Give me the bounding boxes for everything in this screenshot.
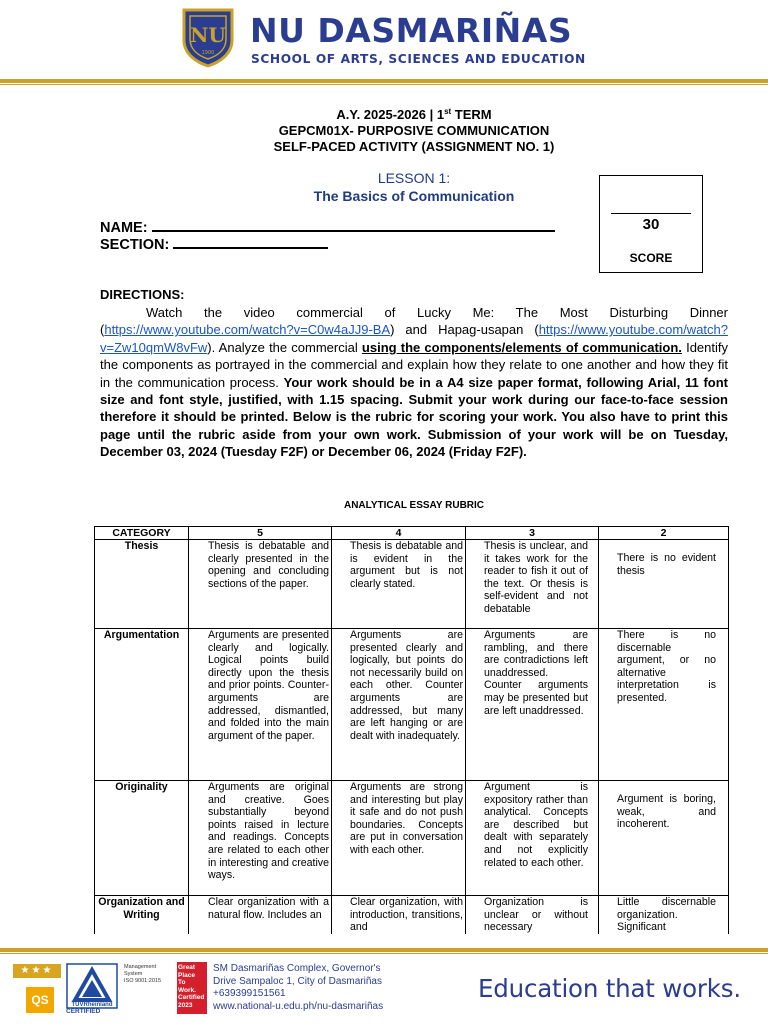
score-box [599, 175, 703, 273]
header-divider-thin [0, 84, 768, 85]
brand-subtitle: SCHOOL OF ARTS, SCIENCES AND EDUCATION [251, 52, 586, 66]
criteria-cell: Arguments are strong and interesting but play it safe and do not push boundaries. Concepts are put in conversation with each other. [332, 781, 466, 896]
tuv-label: TÜVRheinland [71, 1002, 113, 1008]
rubric-title: ANALYTICAL ESSAY RUBRIC [343, 500, 485, 511]
management-system-label: Management System ISO 9001:2015 [124, 964, 162, 984]
criteria-cell: Arguments are original and creative. Goes substantially beyond points raised in lecture and readings. Concepts are related to each other in interesting and creative ways. [189, 781, 332, 896]
category-cell: Thesis [95, 540, 189, 629]
table-row [95, 896, 729, 935]
qs-stars-badge: ★★★ [13, 964, 61, 978]
criteria-cell: Arguments are presented clearly and logically. Logical points build directly upon the thesis and prior points. Counter-arguments are addressed, dismantled, and folded into the main argument of the paper. [189, 629, 332, 781]
letterhead [0, 0, 768, 84]
section-field[interactable] [100, 236, 328, 254]
criteria-cell: Argument is boring, weak, and incoherent. [599, 781, 729, 896]
assignment-title: SELF-PACED ACTIVITY (ASSIGNMENT NO. 1) [273, 139, 555, 154]
name-blank[interactable] [152, 219, 555, 232]
criteria-cell: There is no discernable argument, or no alternative interpretation is presented. [599, 629, 729, 781]
tagline: Education that works. [478, 974, 741, 1003]
university-seal-icon [180, 6, 236, 68]
header-score-3: 3 [466, 527, 599, 540]
score-total: 30 [642, 216, 660, 233]
seal-year: 1900 [201, 50, 215, 56]
lesson-label: LESSON 1: [377, 170, 451, 186]
phone-number: +639399151561 [213, 988, 286, 999]
page-cut-mask [0, 934, 768, 948]
category-cell: Originality [95, 781, 189, 896]
brand-name: NU DASMARIÑAS [250, 11, 573, 50]
score-label: SCORE [629, 251, 673, 265]
rubric-header-row [95, 527, 729, 540]
address-line-1: SM Dasmariñas Complex, Governor's [213, 963, 381, 974]
criteria-cell: Little discernable organization. Significant [599, 896, 729, 935]
video-link-lucky-me[interactable]: https://www.youtube.com/watch?v=C0w4aJJ9-BA [104, 322, 391, 338]
rubric-table [94, 526, 729, 935]
header-score-4: 4 [332, 527, 466, 540]
seal-letters: NU [190, 23, 226, 47]
section-label: SECTION: [100, 237, 170, 253]
table-row [95, 629, 729, 781]
criteria-cell: Arguments are presented clearly and logically, but points do not necessarily build on each other. Counter arguments are addressed, but many are left hanging or are dealt with inadequately. [332, 629, 466, 781]
criteria-cell: There is no evident thesis [599, 540, 729, 629]
course-title: GEPCM01X- PURPOSIVE COMMUNICATION [278, 123, 550, 138]
lesson-name: The Basics of Communication [313, 188, 515, 204]
criteria-cell: Organization is unclear or without necessary [466, 896, 599, 935]
criteria-cell: Thesis is debatable and is evident in the argument but is not clearly stated. [332, 540, 466, 629]
academic-year: A.Y. 2025-2026 | 1st TERM [336, 107, 492, 122]
header-score-2: 2 [599, 527, 729, 540]
directions-heading: DIRECTIONS: [100, 287, 185, 302]
criteria-cell: Argument is expository rather than analytical. Concepts are described but dealt with separately and not explicitly related to each other. [466, 781, 599, 896]
name-field[interactable] [100, 219, 555, 237]
criteria-cell: Clear organization, with introduction, transitions, and [332, 896, 466, 935]
score-blank[interactable] [611, 213, 691, 214]
criteria-cell: Arguments are rambling, and there are contradictions left unaddressed. Counter arguments may be presented but are left unaddressed. [466, 629, 599, 781]
criteria-cell: Thesis is unclear, and it takes work for the reader to fish it out of the text. Or thesis is self-evident and not debatable [466, 540, 599, 629]
video-link-hapag-usapan[interactable]: https://www.youtube.com/watch?v=Zw10qmW8vFw [100, 322, 728, 355]
category-cell: Organization and Writing [95, 896, 189, 935]
table-row [95, 781, 729, 896]
header-divider [0, 79, 768, 83]
great-place-to-work-badge: Great Place To Work. Certified 2023 [177, 962, 207, 1014]
table-row [95, 540, 729, 629]
address-line-2: Drive Sampaloc 1, City of Dasmariñas [213, 975, 382, 987]
criteria-cell: Clear organization with a natural flow. Includes an [189, 896, 332, 935]
activity-title [0, 104, 768, 155]
category-cell: Argumentation [95, 629, 189, 781]
website-link[interactable]: www.national-u.edu.ph/nu-dasmariñas [213, 1000, 384, 1012]
header-score-5: 5 [189, 527, 332, 540]
criteria-cell: Thesis is debatable and clearly presented in the opening and concluding sections of the paper. [189, 540, 332, 629]
footer-divider-thin [0, 953, 768, 954]
contact-info [213, 963, 383, 1013]
name-label: NAME: [100, 220, 148, 236]
qs-logo: QS [26, 987, 54, 1013]
section-blank[interactable] [173, 236, 328, 249]
footer-divider [0, 948, 768, 952]
header-category: CATEGORY [95, 527, 189, 540]
tuv-certified-label: CERTIFIED [66, 1008, 101, 1015]
directions-text: Watch the video commercial of Lucky Me: The Most Disturbing Dinner (https://www.youtube.com/watch?v=C0w4aJJ9-BA) and Hapag-usapan (https://www.youtube.com/watch?v=Zw10qmW8vFw). Analyze the commercial using the components/elements of communication. Identify the components as portrayed in the commercial and explain how they relate to one another and how they fit in the communication process. Your work should be in a A4 size paper format, following Arial, 11 font size and font style, justified, with 1.15 spacing. Submit your work during our face-to-face session therefore it should be printed. Below is the rubric for scoring your work. You also have to print this page until the rubric aside from your own work. Submission of your work will be on Tuesday, December 03, 2024 (Tuesday F2F) or December 06, 2024 (Friday F2F). [100, 305, 728, 460]
